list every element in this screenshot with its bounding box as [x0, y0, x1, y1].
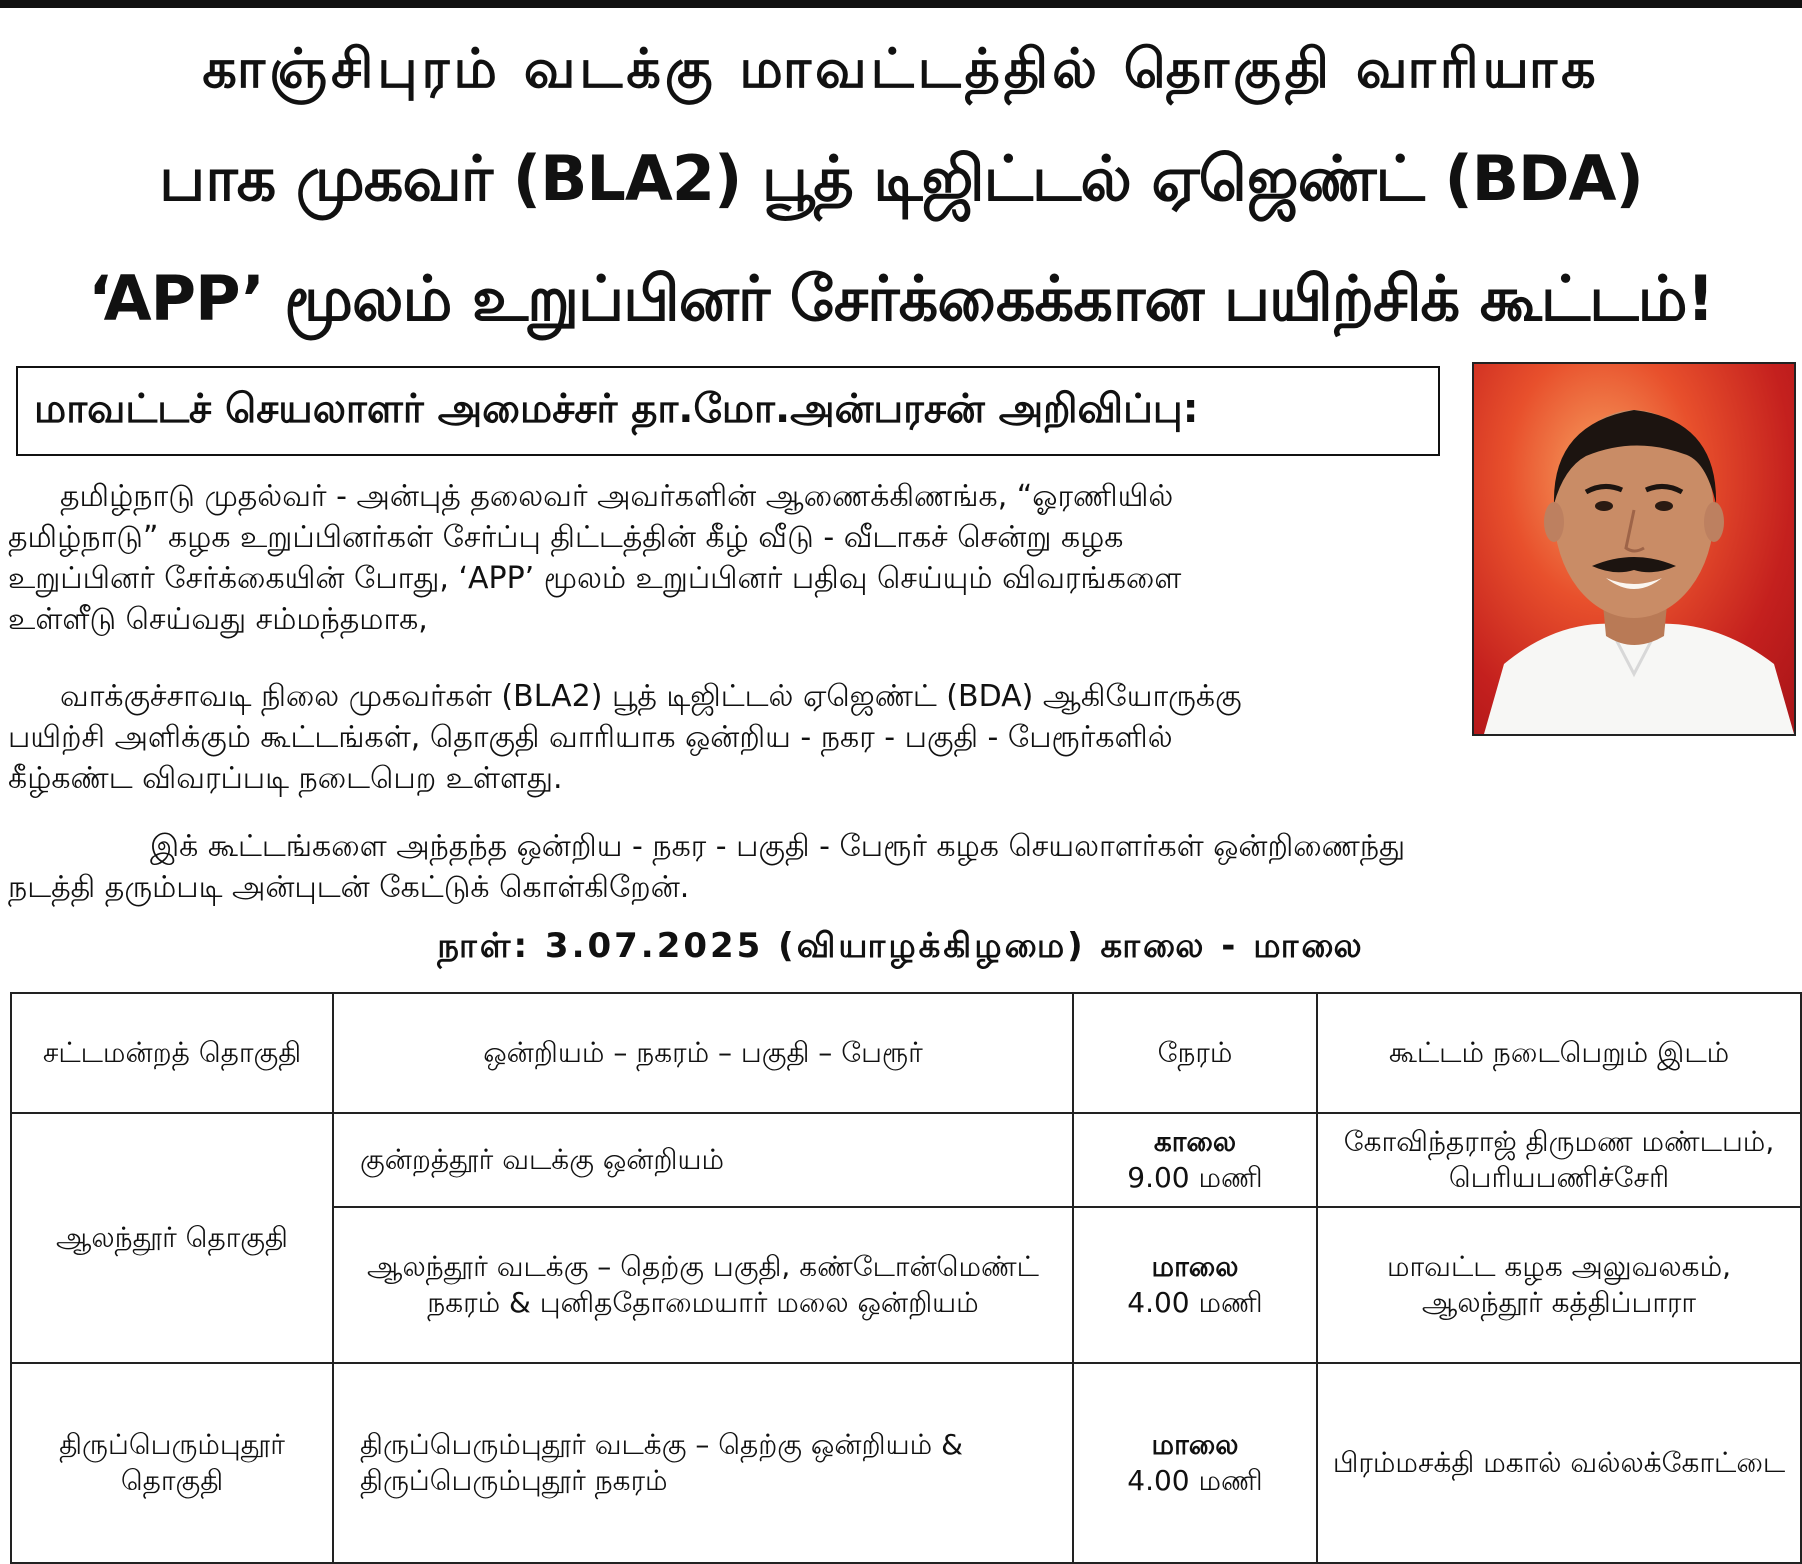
portrait-illustration: [1474, 364, 1794, 734]
time-label: காலை: [1153, 1125, 1237, 1158]
paragraph-line: இக் கூட்டங்களை அந்தந்த ஒன்றிய - நகர - பகுதி - பேரூர் கழக செயலாளர்கள் ஒன்றிணைந்து: [150, 829, 1406, 864]
paragraph-line: தமிழ்நாடு முதல்வர் - அன்புத் தலைவர் அவர்களின் ஆணைக்கிணங்க, “ஓரணியில்: [60, 479, 1174, 514]
time-label: மாலை: [1151, 1250, 1239, 1283]
paragraph-line: நடத்தி தரும்படி அன்புடன் கேட்டுக் கொள்கிறேன்.: [8, 870, 690, 905]
paragraph-line: கீழ்கண்ட விவரப்படி நடைபெற உள்ளது.: [8, 761, 563, 796]
venue-cell: மாவட்ட கழக அலுவலகம், ஆலந்தூர் கத்திப்பாரா: [1317, 1207, 1801, 1363]
area-cell: ஆலந்தூர் வடக்கு – தெற்கு பகுதி, கண்டோன்மெண்ட் நகரம் & புனிததோமையார் மலை ஒன்றியம்: [333, 1207, 1073, 1363]
time-cell: [1073, 1207, 1317, 1363]
time-value: 4.00 மணி: [1127, 1464, 1263, 1497]
headline-line-2: பாக முகவர் (BLA2) பூத் டிஜிட்டல் ஏஜெண்ட் (BDA): [159, 142, 1643, 215]
table-row: [11, 1113, 1801, 1207]
constituency-cell: ஆலந்தூர் தொகுதி: [11, 1113, 333, 1363]
header-time: நேரம்: [1073, 993, 1317, 1113]
paragraph-2: [8, 676, 1242, 799]
table-row: [11, 1363, 1801, 1563]
paragraph-line: தமிழ்நாடு” கழக உறுப்பினர்கள் சேர்ப்பு திட்டத்தின் கீழ் வீடு - வீடாகச் சென்று கழக: [8, 520, 1124, 555]
announcer-box: [16, 366, 1440, 456]
venue-cell: கோவிந்தராஜ் திருமண மண்டபம், பெரியபணிச்சேரி: [1317, 1113, 1801, 1207]
header-venue: கூட்டம் நடைபெறும் இடம்: [1317, 993, 1801, 1113]
venue-cell: பிரம்மசக்தி மகால் வல்லக்கோட்டை: [1317, 1363, 1801, 1563]
time-cell: [1073, 1363, 1317, 1563]
paragraph-line: வாக்குச்சாவடி நிலை முகவர்கள் (BLA2) பூத் டிஜிட்டல் ஏஜெண்ட் (BDA) ஆகியோருக்கு: [60, 679, 1242, 714]
time-value: 9.00 மணி: [1127, 1161, 1263, 1194]
area-cell: திருப்பெரும்புதூர் வடக்கு – தெற்கு ஒன்றியம் & திருப்பெரும்புதூர் நகரம்: [333, 1363, 1073, 1563]
paragraph-line: பயிற்சி அளிக்கும் கூட்டங்கள், தொகுதி வாரியாக ஒன்றிய - நகர - பகுதி - பேரூர்களில்: [8, 720, 1173, 755]
header-constituency: சட்டமன்றத் தொகுதி: [11, 993, 333, 1113]
table-header-row: [11, 993, 1801, 1113]
portrait-photo: [1472, 362, 1796, 736]
top-rule: [0, 0, 1802, 8]
schedule-table: [10, 992, 1802, 1564]
headline-line-3: ‘APP’ மூலம் உறுப்பினர் சேர்க்கைக்கான பயிற்சிக் கூட்டம்!: [88, 262, 1714, 335]
paragraph-line: உள்ளீடு செய்வது சம்மந்தமாக,: [8, 602, 428, 637]
paragraph-line: உறுப்பினர் சேர்க்கையின் போது, ‘APP’ மூலம் உறுப்பினர் பதிவு செய்யும் விவரங்களை: [8, 561, 1182, 596]
area-cell: குன்றத்தூர் வடக்கு ஒன்றியம்: [333, 1113, 1073, 1207]
meeting-date: நாள்: 3.07.2025 (வியாழக்கிழமை) காலை - மாலை: [437, 926, 1365, 966]
header-area: ஒன்றியம் – நகரம் – பகுதி – பேரூர்: [333, 993, 1073, 1113]
time-cell: [1073, 1113, 1317, 1207]
time-value: 4.00 மணி: [1127, 1286, 1263, 1319]
constituency-cell: திருப்பெரும்புதூர் தொகுதி: [11, 1363, 333, 1563]
paragraph-3: [8, 826, 1405, 908]
announcer-title: மாவட்டச் செயலாளர் அமைச்சர் தா.மோ.அன்பரசன் அறிவிப்பு:: [34, 385, 1199, 432]
headline-line-1: காஞ்சிபுரம் வடக்கு மாவட்டத்தில் தொகுதி வாரியாக: [202, 37, 1600, 100]
paragraph-1: [8, 476, 1181, 640]
time-label: மாலை: [1151, 1428, 1239, 1461]
